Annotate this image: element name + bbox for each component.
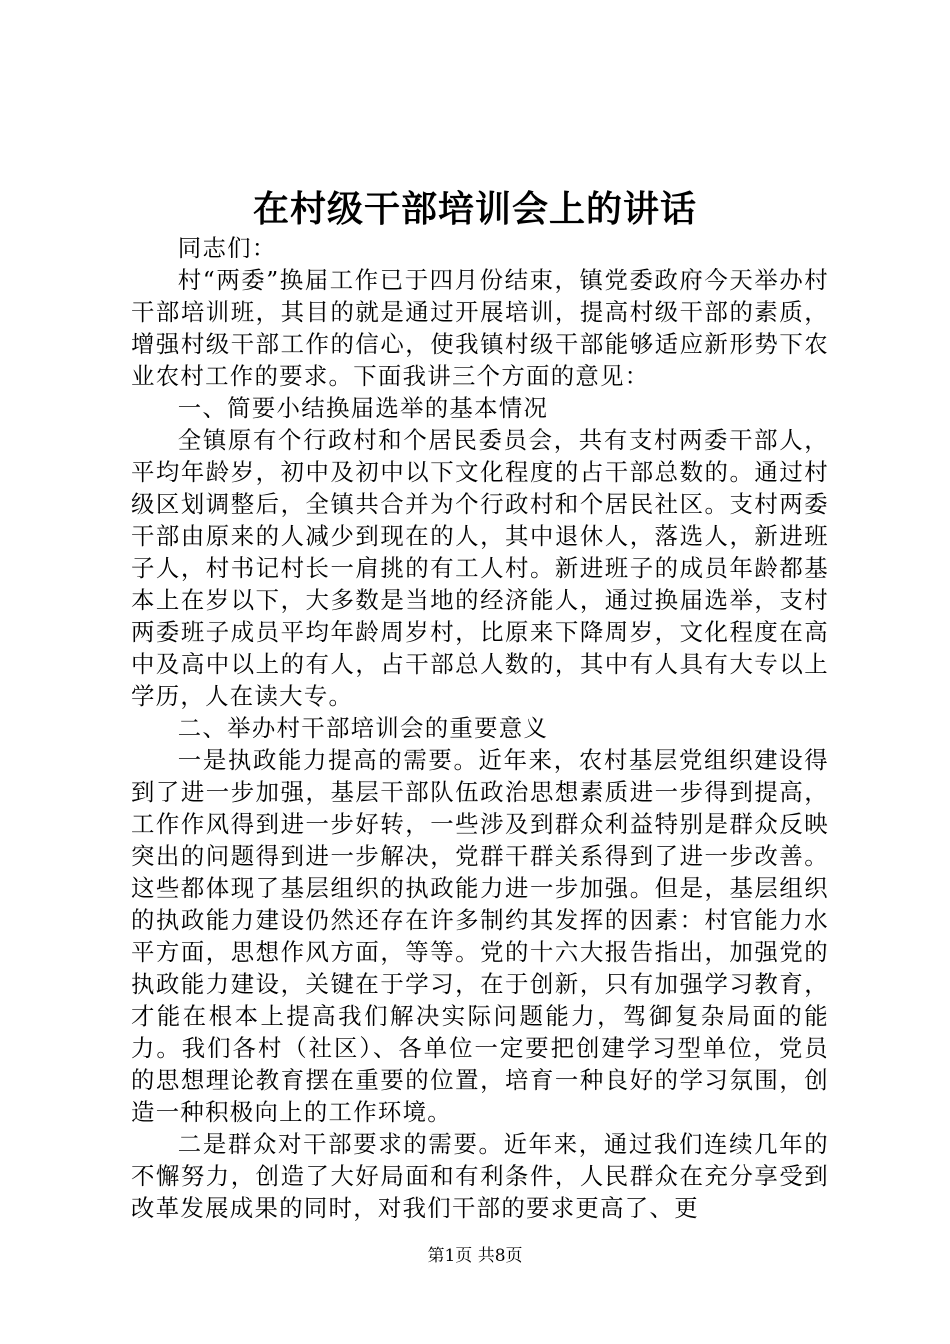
paragraph-point-2: 二是群众对干部要求的需要。近年来，通过我们连续几年的不懈努力，创造了大好局面和有利条件，人民群众在充分享受到改革发展成果的同时，对我们干部的要求更高了、更 — [131, 1130, 829, 1222]
paragraph-salutation: 同志们： — [177, 234, 277, 262]
page-number: 第1页 共8页 — [427, 1246, 523, 1266]
paragraph-intro: 村“两委”换届工作已于四月份结束，镇党委政府今天举办村干部培训班，其目的就是通过开展培训，提高村级干部的素质，增强村级干部工作的信心，使我镇村级干部能够适应新形势下农业农村工作的要求。下面我讲三个方面的意见： — [131, 266, 829, 390]
document-body — [131, 232, 829, 1224]
document-title: 在村级干部培训会上的讲话 — [252, 188, 697, 230]
paragraph-point-1: 一是执政能力提高的需要。近年来，农村基层党组织建设得到了进一步加强，基层干部队伍政治思想素质进一步得到提高，工作作风得到进一步好转，一些涉及到群众利益特别是群众反映突出的问题得到进一步解决，党群干群关系得到了进一步改善。这些都体现了基层组织的执政能力进一步加强。但是，基层组织的执政能力建设仍然还存在许多制约其发挥的因素：村官能力水平方面，思想作风方面，等等。党的十六大报告指出，加强党的执政能力建设，关键在于学习，在于创新，只有加强学习教育，才能在根本上提高我们解决实际问题能力，驾御复杂局面的能力。我们各村（社区）、各单位一定要把创建学习型单位，党员的思想理论教育摆在重要的位置，培育一种良好的学习氛围，创造一种积极向上的工作环境。 — [131, 746, 829, 1126]
section-heading-1: 一、简要小结换届选举的基本情况 — [177, 394, 549, 422]
paragraph-section-1: 全镇原有个行政村和个居民委员会，共有支村两委干部人，平均年龄岁，初中及初中以下文化程度的占干部总数的。通过村级区划调整后，全镇共合并为个行政村和个居民社区。支村两委干部由原来的人减少到现在的人，其中退休人，落选人，新进班子人，村书记村长一肩挑的有工人村。新进班子的成员年龄都基本上在岁以下，大多数是当地的经济能人，通过换届选举，支村两委班子成员平均年龄周岁村，比原来下降周岁，文化程度在高中及高中以上的有人，占干部总人数的，其中有人具有大专以上学历，人在读大专。 — [131, 426, 829, 710]
section-heading-2: 二、举办村干部培训会的重要意义 — [177, 714, 549, 742]
